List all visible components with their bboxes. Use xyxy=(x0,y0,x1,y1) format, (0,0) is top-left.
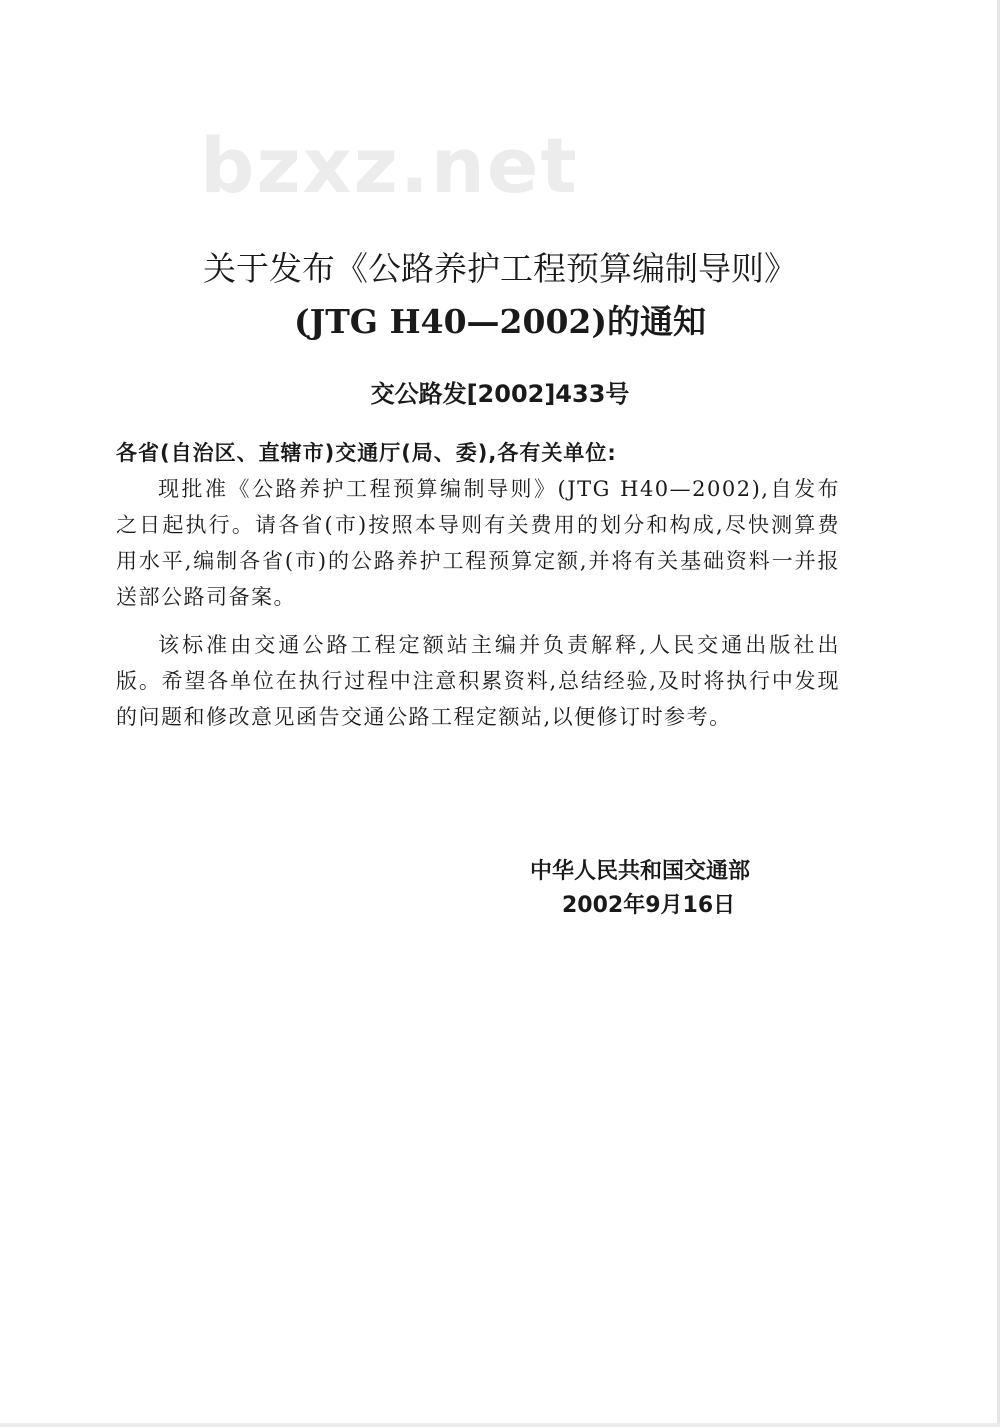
document-number: 交公路发[2002]433号 xyxy=(370,380,630,408)
body-paragraph: 该标准由交通公路工程定额站主编并负责解释,人民交通出版社出版。希望各单位在执行过程中注意积累资料,总结经验,及时将执行中发现的问题和修改意见函告交通公路工程定额站,以便修订时参考。 xyxy=(116,633,840,729)
document-title-subline: (JTG H40—2002)的通知 xyxy=(293,302,707,341)
issuing-authority: 中华人民共和国交通部 xyxy=(530,859,751,884)
watermark: bzxz.net xyxy=(200,121,579,210)
page-edge xyxy=(0,1423,1000,1427)
issue-date: 2002年9月16日 xyxy=(562,893,736,918)
body-paragraph: 现批准《公路养护工程预算编制导则》(JTG H40—2002),自发布之日起执行。请各省(市)按照本导则有关费用的划分和构成,尽快测算费用水平,编制各省(市)的公路养护工程预算定额,并将有关基础资料一并报送部公路司备案。 xyxy=(116,477,840,609)
signature-block xyxy=(530,855,790,923)
addressee: 各省(自治区、直辖市)交通厅(局、委),各有关单位: xyxy=(116,441,617,465)
document-title: 关于发布《公路养护工程预算编制导则》 xyxy=(203,249,797,288)
